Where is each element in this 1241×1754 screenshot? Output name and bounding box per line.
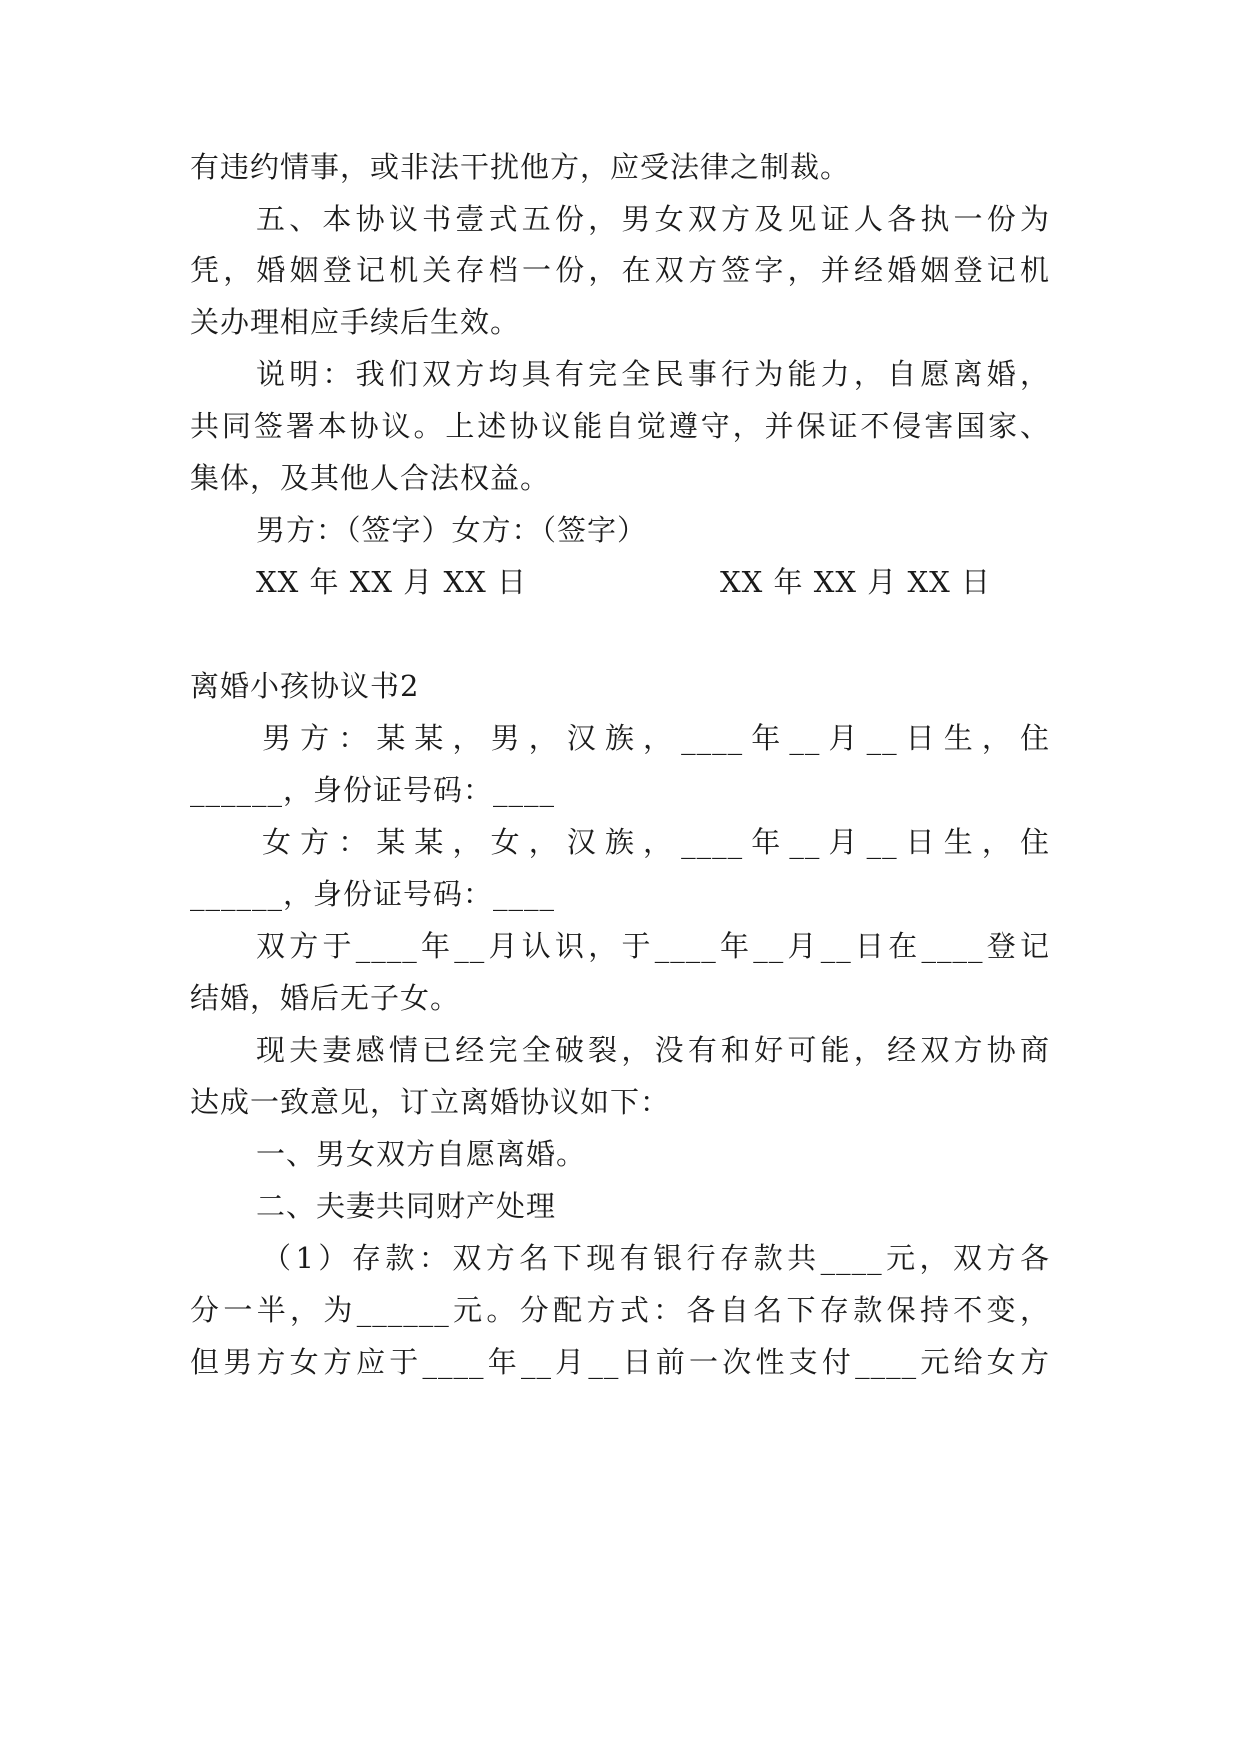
section-title: 离婚小孩协议书2 (190, 669, 420, 703)
breakdown-line: 现夫妻感情已经完全破裂，没有和好可能，经双方协商 (256, 1033, 1050, 1067)
male-party-line: 男方：某某，男，汉族，____年__月__日生，住 (262, 721, 1050, 755)
signature-date-left: XX 年 XX 月 XX 日 (256, 565, 527, 599)
signature-line: 男方：（签字）女方：（签字） (256, 513, 648, 547)
note-line: 说明：我们双方均具有完全民事行为能力，自愿离婚， (256, 357, 1050, 391)
marriage-line: 双方于____年__月认识，于____年__月__日在____登记 (256, 929, 1050, 963)
male-party-line: ______，身份证号码：____ (190, 773, 556, 807)
clause-five-line: 凭，婚姻登记机关存档一份，在双方签字，并经婚姻登记机 (190, 253, 1050, 287)
female-party-line: ______，身份证号码：____ (190, 877, 556, 911)
clause-five-line: 关办理相应手续后生效。 (190, 305, 521, 339)
marriage-line: 结婚，婚后无子女。 (190, 981, 461, 1015)
female-party-line: 女方：某某，女，汉族，____年__月__日生，住 (262, 825, 1050, 859)
note-line: 共同签署本协议。上述协议能自觉遵守，并保证不侵害国家、 (190, 409, 1050, 443)
note-line: 集体，及其他人合法权益。 (190, 461, 551, 495)
deposit-line: 分一半，为______元。分配方式：各自名下存款保持不变， (190, 1293, 1050, 1327)
breakdown-line: 达成一致意见，订立离婚协议如下： (190, 1085, 671, 1119)
deposit-line: （1）存款：双方名下现有银行存款共____元，双方各 (262, 1241, 1050, 1275)
deposit-line: 但男方女方应于____年__月__日前一次性支付____元给女方 (190, 1345, 1050, 1379)
clause-five-line: 五、本协议书壹式五份，男女双方及见证人各执一份为 (256, 202, 1050, 236)
clause-one: 一、男女双方自愿离婚。 (256, 1137, 587, 1171)
paragraph-line: 有违约情事，或非法干扰他方，应受法律之制裁。 (190, 150, 851, 184)
signature-date-right: XX 年 XX 月 XX 日 (720, 565, 991, 599)
clause-two: 二、夫妻共同财产处理 (256, 1189, 557, 1223)
